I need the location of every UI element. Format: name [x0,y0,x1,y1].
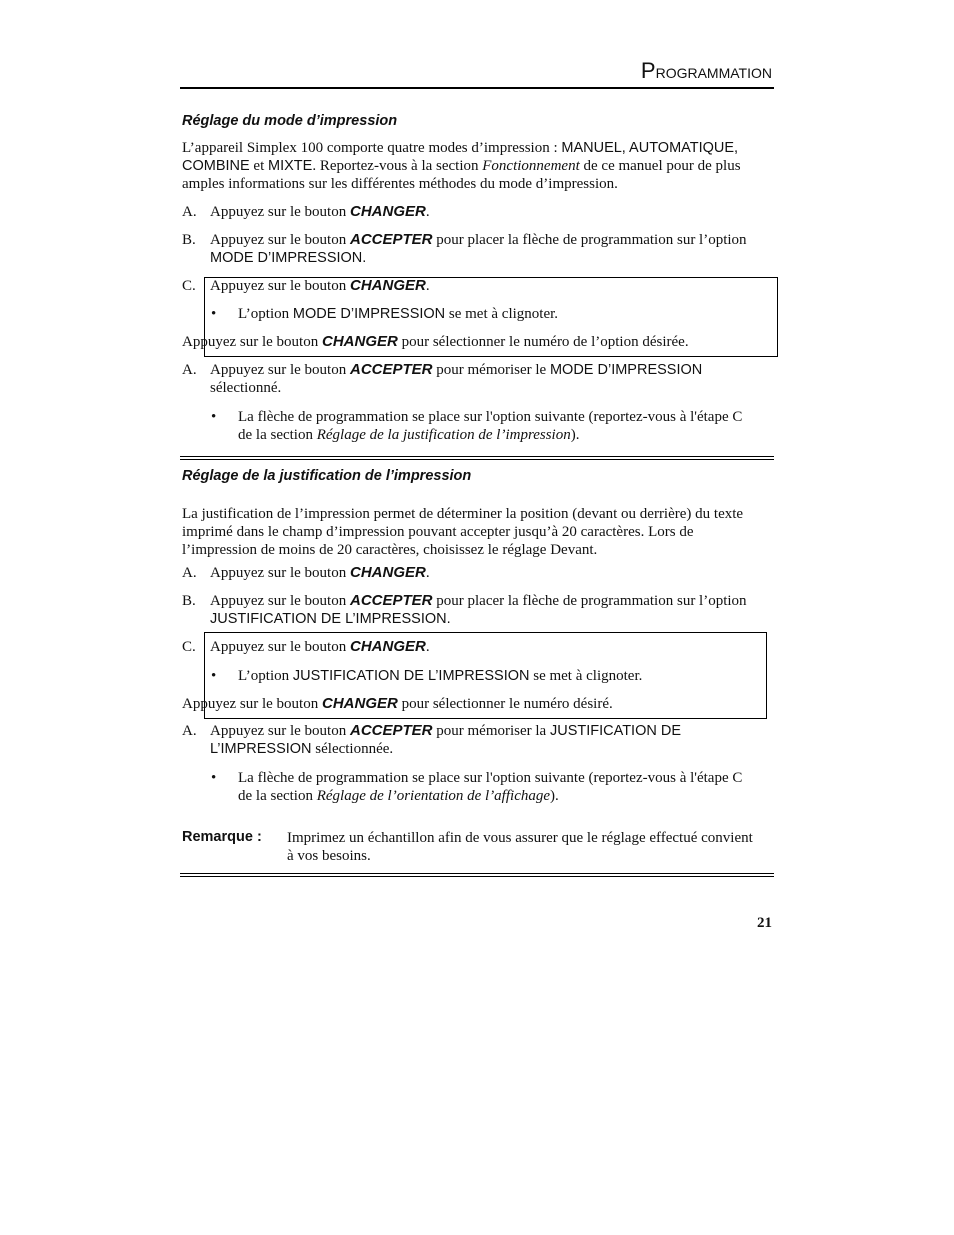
s1-bullet-1: L’option MODE D’IMPRESSION se met à clignoter. [238,306,559,322]
bullet: • [211,770,217,786]
page-number: 21 [757,915,772,931]
s1-step-c-label: C. [182,278,196,294]
s1-bullet-2: La flèche de programmation se place sur l'option suivante (reportez-vous à l'étape C de la section Réglage de la justification de l’impression). [238,409,743,443]
s2-step-e: Appuyez sur le bouton ACCEPTER pour mémoriser la JUSTIFICATION DE L’IMPRESSION sélectionnée. [210,722,682,757]
section-divider [180,459,774,460]
s2-bullet-2: La flèche de programmation se place sur l'option suivante (reportez-vous à l'étape C de la section Réglage de l’orientation de l’affichage). [238,770,743,804]
s1-step-e: Appuyez sur le bouton ACCEPTER pour mémoriser le MODE D’IMPRESSION sélectionné. [210,361,703,396]
s2-step-e-label: A. [182,723,197,739]
section2-heading: Réglage de la justification de l’impression [182,468,472,484]
s2-step-c-label: C. [182,639,196,655]
page-header [641,58,772,84]
bullet: • [211,668,217,684]
s2-step-c: Appuyez sur le bouton CHANGER. [210,638,430,655]
note-text: Imprimez un échantillon afin de vous assurer que le réglage effectué convient à vos besoins. [287,830,753,864]
s1-step-b-label: B. [182,232,196,248]
note-label: Remarque : [182,829,262,845]
s1-step-c: Appuyez sur le bouton CHANGER. [210,277,430,294]
s1-step-b: Appuyez sur le bouton ACCEPTER pour placer la flèche de programmation sur l’option MODE D’IMPRESSION. [210,231,747,266]
s2-step-d: Appuyez sur le bouton CHANGER pour sélectionner le numéro désiré. [182,695,613,712]
header-title: ROGRAMMATION [655,65,772,81]
s1-step-e-label: A. [182,362,197,378]
header-initial: P [640,58,656,83]
s2-step-b-label: B. [182,593,196,609]
s2-step-a: Appuyez sur le bouton CHANGER. [210,564,430,581]
section-divider [180,456,774,457]
changer-button-label: CHANGER [349,203,426,220]
s1-step-a: Appuyez sur le bouton CHANGER. [210,203,430,220]
header-rule [180,87,774,89]
section2-intro: La justification de l’impression permet de déterminer la position (devant ou derrière) du texte imprimé dans le champ d’impression pouvant accepter jusqu’à 20 caractères. Lors de l’impression de moins de 20 caractères, choisissez le réglage Devant. [182,506,744,558]
s2-step-b: Appuyez sur le bouton ACCEPTER pour placer la flèche de programmation sur l’option JUSTIFICATION DE L’IMPRESSION. [210,592,747,627]
s2-step-a-label: A. [182,565,197,581]
s1-step-a-label: A. [182,204,197,220]
bullet: • [211,409,217,425]
section1-heading: Réglage du mode d’impression [182,113,398,129]
section1-intro: L’appareil Simplex 100 comporte quatre modes d’impression : MANUEL, AUTOMATIQUE, COMBINE et MIXTE. Reportez-vous à la section Fonctionnement de ce manuel pour de plus amples informations sur les différentes méthodes du mode d’impression. [182,140,741,192]
bullet: • [211,306,217,322]
footer-rule [180,876,774,877]
s2-bullet-1: L’option JUSTIFICATION DE L’IMPRESSION se met à clignoter. [238,668,643,684]
s1-step-d: Appuyez sur le bouton CHANGER pour sélectionner le numéro de l’option désirée. [182,333,689,350]
footer-rule [180,873,774,874]
